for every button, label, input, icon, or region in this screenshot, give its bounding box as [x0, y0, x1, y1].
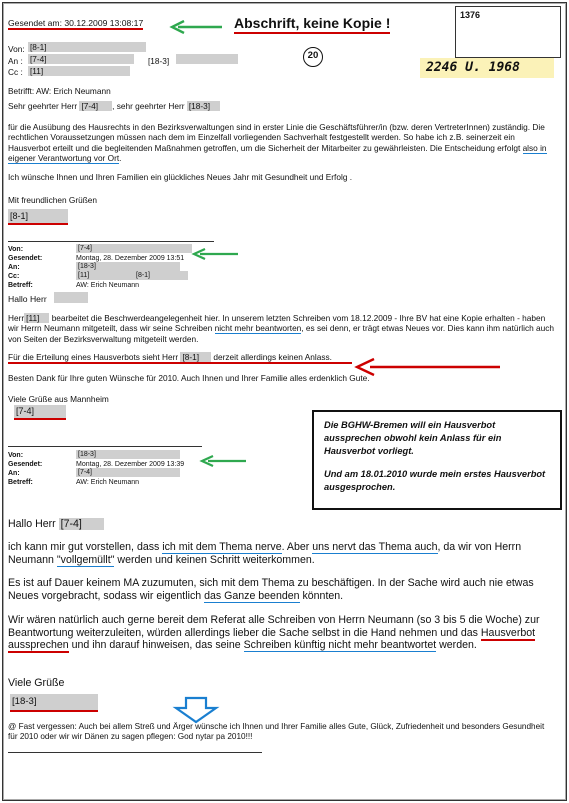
mail1-greeting [8, 101, 220, 111]
mail3-von: [18-3] [76, 450, 180, 459]
body-text: Hallo Herr [8, 518, 56, 530]
body-text: . Aber [281, 541, 310, 553]
mail1-von: [8-1] [28, 42, 78, 52]
mail3-closing: Viele Grüße [8, 677, 65, 689]
mail1-cc: [11] [28, 66, 66, 76]
mail2-betreff: AW: Erich Neumann [76, 282, 140, 289]
mail2-von: [7-4] [76, 244, 192, 253]
mail3-betreff: AW: Erich Neumann [76, 479, 140, 486]
mail2-closing: Viele Grüße aus Mannheim [8, 394, 109, 404]
body-text: ich kann mir gut vorstellen, dass [8, 541, 160, 553]
mail3-p1 [8, 541, 556, 566]
mail2-p2 [8, 352, 352, 364]
mail1-betrifft: Betrifft: AW: Erich Neumann [8, 86, 111, 96]
redaction-bar [74, 42, 146, 52]
mail3-p2 [8, 577, 556, 602]
green-arrow-icon [198, 455, 248, 467]
mail3-gesendet-label: Gesendet: [8, 461, 43, 468]
sent-date: Gesendet am: 30.12.2009 13:08:17 [8, 18, 144, 28]
greeting-name: [18-3] [187, 101, 220, 111]
body-text: Für die Erteilung eines Hausverbots sieht Herr [8, 352, 179, 362]
mail2-cc: [11] [76, 271, 136, 280]
mail3-ps: @ Fast vergessen: Auch bei allem Streß und Ärger wünsche ich Ihnen und Ihrer Familie alles Gute, Glück, Zufriedenheit und besonders Gesundheit für 2010 oder wir wir Dänen zu sagen pflegen: God nytar pa 2010!!! [8, 722, 545, 742]
redaction-bar [68, 54, 134, 64]
mail1-an-label: An : [8, 56, 23, 66]
highlight-blue: Schreiben künftig nicht mehr beantwortet [243, 639, 437, 652]
mail2-p3: Besten Dank für Ihre guten Wünsche für 2010. Auch Ihnen und Ihrer Familie alles erdenklich Gute. [8, 373, 370, 383]
mail3-betreff-label: Betreff: [8, 479, 33, 486]
page-number: 20 [307, 50, 319, 61]
body-text: bearbeitet die Beschwerdeangelegenheit hier. In unserem letzten Schreiben vom 18.12.2009 - Ihre BV hat eine Kopie erhalten - haben wir Herrn Neumann mitgeteilt, dass wir seine Schreiben [8, 313, 546, 334]
callout-line1: Die BGHW-Bremen will ein Hausverbot aussprechen obwohl kein Anlass für ein Hausverbot vorliegt. [324, 420, 502, 456]
red-arrow-icon [352, 356, 502, 378]
body-text: könnten. [302, 589, 344, 602]
mail1-cc-label: Cc : [8, 67, 23, 77]
divider [8, 446, 202, 447]
body-text: Wir wären natürlich auch gerne bereit dem Referat alle Schreiben von Herrn Neumann (so 3 bis 5 die Woche) zur Beantwortung weiterzuleiten, würden allerdings lieber die Sache selbst in die Hand nehmen und das [8, 614, 540, 639]
mail3-an: [7-4] [76, 468, 180, 477]
redaction-bar [62, 66, 130, 76]
mail3-an-label: An: [8, 470, 20, 477]
divider [8, 241, 214, 242]
mail3-von-label: Von: [8, 452, 24, 459]
mail1-body1: für die Ausübung des Hausrechts in den Bezirksverwaltungen sind in erster Linie die Geschäftsführer/in (bzw. deren VertreterInnen) zuständig. Die rechtlichen Voraussetzungen müssen nach dem im Einzelfall vorliegenden Sachverhalt festgestellt werden. So habe ich z.B. seinerzeit ein Hausverbot erteilt und die begleitenden Maßnahmen getroffen, um die Sicherheit der Mitarbeiter zu gewährleisten. Die Entscheidung erfolgt also in eigener Verantwortung vor Ort. [8, 122, 547, 164]
mail2-an: [18-3] [76, 262, 180, 271]
body-text: Es ist auf Dauer keinem MA zuzumuten, sich mit dem Thema zu beschäftigen. In der Sache wird auch nie etwas Neues vorgebracht, sodass wir eigentlich [8, 577, 534, 602]
mail3-signature: [18-3] [10, 694, 98, 712]
highlight-blue: ich mit dem Thema nerve [162, 541, 282, 553]
body-text: für die Ausübung des Hausrechts in den Bezirksverwaltungen sind in erster Linie die Geschäftsführer/in (bzw. deren VertreterInnen) zuständig. Die rechtlichen Voraussetzungen müssen nach dem im Einzelfall vorliegenden Sachverhalt festgestellt werden. So habe ich z.B. seinerzeit ein Hausverbot erteilt und die begleitenden Maßnahmen getroffen, um die Sicherheit der Mitarbeiter zu gewährleisten. Die Entscheidung erfolgt [8, 122, 545, 153]
corner-box-number: 1376 [460, 10, 481, 20]
greeting-text: , sehr geehrter Herr [112, 101, 185, 111]
highlight-blue: uns nervt das Thema auch [312, 541, 438, 553]
green-arrow-icon [190, 248, 240, 260]
mail2-signature: [7-4] [14, 405, 66, 420]
highlight-blue: also in eigener Verantwortung vor Ort [8, 142, 547, 164]
name-redacted: [7-4] [59, 518, 104, 530]
highlight-red: Hausverbot aussprechen [8, 626, 536, 652]
redaction-bar [54, 292, 88, 303]
blue-arrow-icon [172, 696, 220, 724]
body-text: derzeit allerdings keinen Anlass. [213, 352, 332, 362]
mail2-cc: [8-1] [134, 271, 188, 280]
greeting-text: Sehr geehrter Herr [8, 101, 78, 111]
stamp-handwritten: 2246 U. 1968 [426, 60, 520, 75]
greeting-name: [7-4] [79, 101, 112, 111]
mail3-p3 [8, 614, 556, 652]
highlight-blue: das Ganze beenden [204, 589, 300, 602]
redaction-bar [176, 54, 238, 64]
mail2-p1: Herr [11] bearbeitet die Beschwerdeangelegenheit hier. In unserem letzten Schreiben vom 18.12.2009 - Ihre BV hat eine Kopie erhalten - haben wir Herrn Neumann mitgeteilt, dass wir seine Schreiben nicht mehr beantworten, es sei denn, er trägt etwas Neues vor. Dies kann ihm natürlich auch von Seiten der Bezirksverwaltung mitgeteilt werden. [8, 313, 555, 344]
mail2-gesendet-label: Gesendet: [8, 255, 43, 262]
mail2-betreff-label: Betreff: [8, 282, 33, 289]
mail1-an2: [18-3] [148, 56, 170, 66]
mail1-an: [7-4] [28, 54, 72, 64]
body-text: , es sei denn, er trägt etwas Neues vor. Dies kann ihm natürlich auch von Seiten der Bezirksverwaltung mitgeteilt werden. [8, 323, 555, 344]
callout-line2: Und am 18.01.2010 wurde mein erstes Hausverbot ausgesprochen. [324, 469, 546, 492]
mail1-von-label: Von: [8, 44, 25, 54]
mail3-hallo [8, 518, 104, 531]
mail1-body2: Ich wünsche Ihnen und Ihren Familien ein glückliches Neues Jahr mit Gesundheit und Erfolg . [8, 172, 353, 182]
page-title: Abschrift, keine Kopie ! [234, 14, 390, 34]
highlight-blue: "vollgemüllt" [56, 553, 115, 566]
mail2-gesendet: Montag, 28. Dezember 2009 13:51 [76, 255, 185, 262]
body-text: werden und keinen Schritt weiterkommen. [117, 553, 315, 566]
mail3-gesendet: Montag, 28. Dezember 2009 13:39 [76, 461, 185, 468]
mail1-closing: Mit freundlichen Grüßen [8, 195, 98, 205]
body-text: , da wir von Herrn Neumann [8, 541, 522, 566]
divider [8, 752, 262, 753]
name-redacted: [8-1] [180, 352, 211, 362]
mail2-an-label: An: [8, 264, 20, 271]
body-text: werden. [439, 639, 477, 652]
mail1-signature: [8-1] [8, 209, 68, 225]
mail2-von-label: Von: [8, 246, 24, 253]
callout-box [312, 410, 562, 510]
body-text: und ihn darauf hinweisen, das seine [71, 639, 241, 652]
mail2-cc-label: Cc: [8, 273, 20, 280]
mail2-hallo: Hallo Herr [8, 294, 47, 304]
green-arrow-icon [168, 20, 224, 34]
highlight-blue: nicht mehr beantworten [214, 323, 302, 334]
name-redacted: [11] [24, 313, 49, 323]
